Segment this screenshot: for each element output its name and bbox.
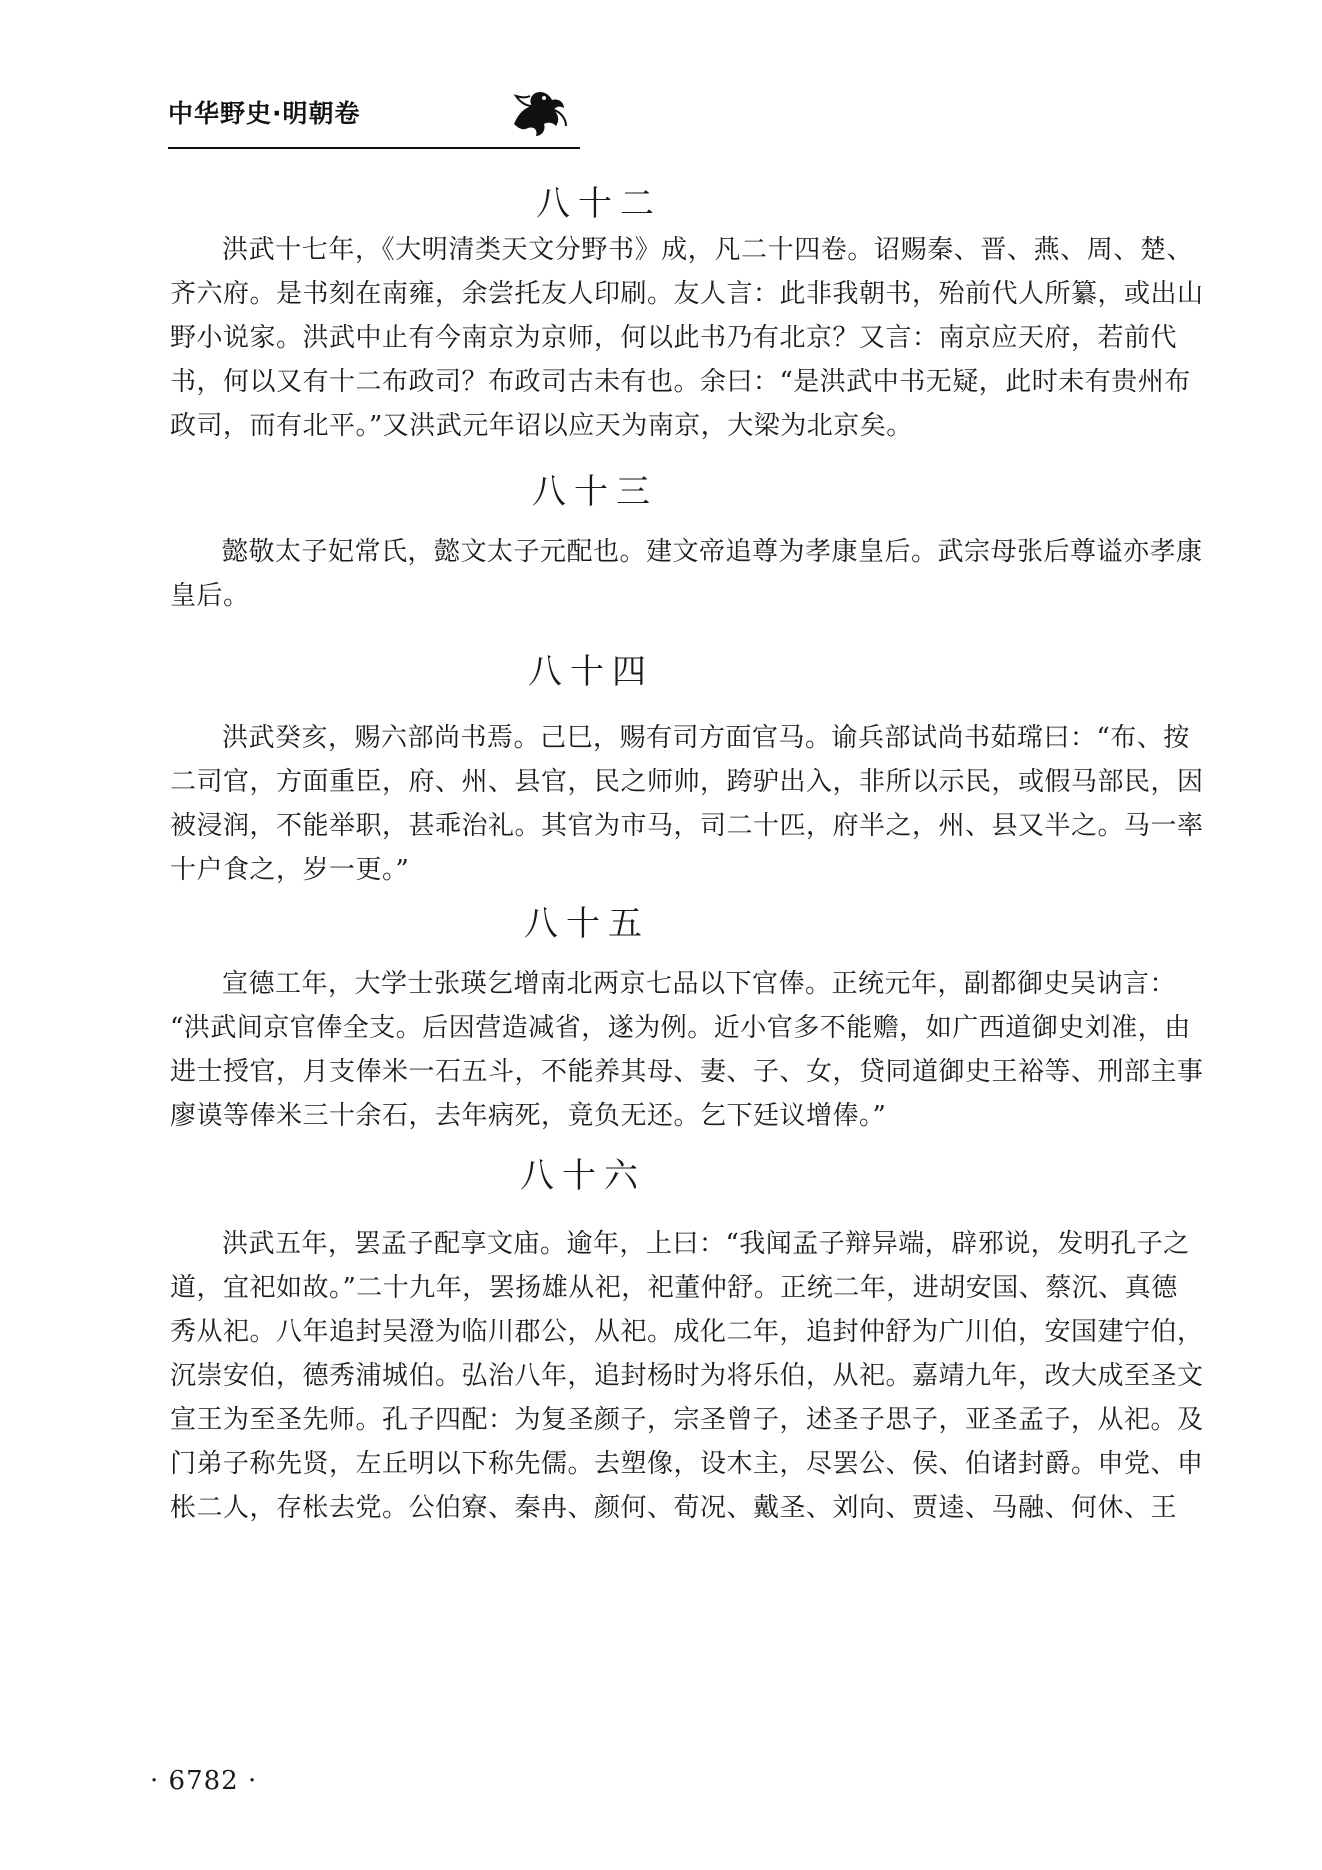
section-85-text: [170, 962, 1245, 1138]
text-line: 宣王为至圣先师。孔子四配：为复圣颜子，宗圣曾子，述圣子思子，亚圣孟子，从祀。及: [170, 1405, 1204, 1435]
section-heading-85: 八十五: [524, 904, 650, 944]
header-rule: [168, 147, 580, 149]
section-83-text: [170, 530, 1245, 618]
text-line: 野小说家。洪武中止有今南京为京师，何以此书乃有北京？又言：南京应天府，若前代: [170, 323, 1178, 353]
text-line: 洪武癸亥，赐六部尚书焉。己巳，赐有司方面官马。谕兵部试尚书茹瑺曰：“布、按: [222, 723, 1190, 753]
text-line: 洪武十七年，《大明清类天文分野书》成，凡二十四卷。诏赐秦、晋、燕、周、楚、: [222, 235, 1194, 265]
text-line: 二司官，方面重臣，府、州、县官，民之师帅，跨驴出入，非所以示民，或假马部民，因: [170, 767, 1204, 797]
text-line: 被浸润，不能举职，甚乖治礼。其官为市马，司二十匹，府半之，州、县又半之。马一率: [170, 811, 1204, 841]
text-line: 沉崇安伯，德秀浦城伯。弘治八年，追封杨时为将乐伯，从祀。嘉靖九年，改大成至圣文: [170, 1361, 1204, 1391]
text-line: 齐六府。是书刻在南雍，余尝托友人印刷。友人言：此非我朝书，殆前代人所纂，或出山: [170, 279, 1204, 309]
text-line: 进士授官，月支俸米一石五斗，不能养其母、妻、子、女，贷同道御史王裕等、刑部主事: [170, 1057, 1204, 1087]
page-number: · 6782 ·: [150, 1766, 258, 1796]
book-title: 中华野史·明朝卷: [168, 99, 361, 128]
text-line: “洪武间京官俸全支。后因营造减省，遂为例。近小官多不能赡，如广西道御史刘准，由: [170, 1013, 1191, 1043]
section-heading-83: 八十三: [532, 472, 658, 512]
section-82-text: [170, 228, 1245, 448]
text-line: 政司，而有北平。”又洪武元年诏以应天为南京，大梁为北京矣。: [170, 411, 913, 441]
section-84-text: [170, 716, 1245, 892]
text-line: 书，何以又有十二布政司？布政司古未有也。余曰：“是洪武中书无疑，此时未有贵州布: [170, 367, 1191, 397]
section-heading-86: 八十六: [520, 1156, 646, 1196]
section-86-text: [170, 1222, 1245, 1530]
text-line: 宣德工年，大学士张瑛乞增南北两京七品以下官俸。正统元年，副都御史吴讷言：: [222, 969, 1177, 999]
section-heading-84: 八十四: [528, 652, 654, 692]
text-line: 秀从祀。八年追封吴澄为临川郡公，从祀。成化二年，追封仲舒为广川伯，安国建宁伯，: [170, 1317, 1204, 1347]
section-heading-82: 八十二: [536, 184, 662, 224]
text-line: 懿敬太子妃常氏，懿文太子元配也。建文帝追尊为孝康皇后。武宗母张后尊谥亦孝康: [222, 537, 1203, 567]
text-line: 枨二人，存枨去党。公伯寮、秦冉、颜何、荀况、戴圣、刘向、贾逵、马融、何休、王: [170, 1493, 1178, 1523]
dragon-emblem-icon: [508, 84, 570, 140]
text-line: 道，宜祀如故。”二十九年，罢扬雄从祀，祀董仲舒。正统二年，进胡安国、蔡沉、真德: [170, 1273, 1178, 1303]
text-line: 廖谟等俸米三十余石，去年病死，竟负无还。乞下廷议增俸。”: [170, 1101, 887, 1131]
text-line: 十户食之，岁一更。”: [170, 855, 410, 885]
text-line: 门弟子称先贤，左丘明以下称先儒。去塑像，设木主，尽罢公、侯、伯诸封爵。申党、申: [170, 1449, 1204, 1479]
text-line: 洪武五年，罢孟子配享文庙。逾年，上曰：“我闻孟子辩异端，辟邪说，发明孔子之: [222, 1229, 1190, 1259]
text-line: 皇后。: [170, 581, 250, 611]
running-header: [168, 88, 580, 148]
